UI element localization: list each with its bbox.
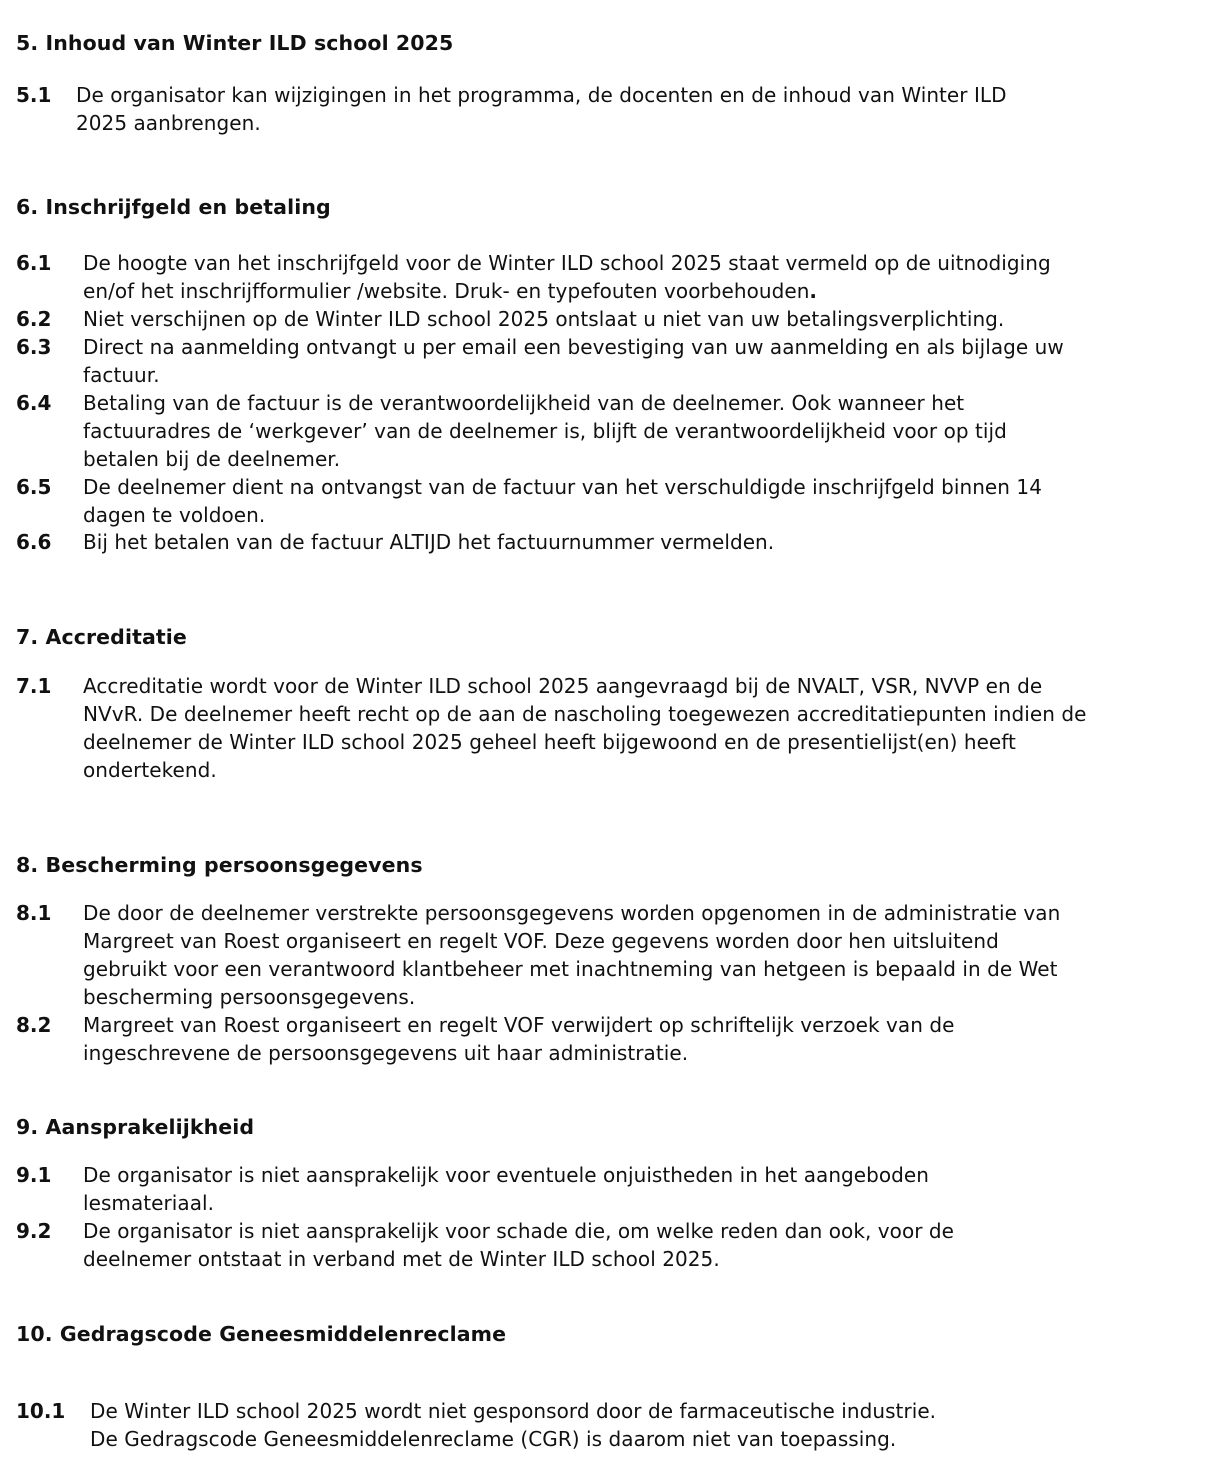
- clause-number: 10.1: [16, 1399, 66, 1423]
- clause-text: [76, 81, 1196, 137]
- clause-line: dagen te voldoen.: [83, 503, 266, 527]
- clause-line: De Gedragscode Geneesmiddelenreclame (CGR) is daarom niet van toepassing.: [90, 1427, 897, 1451]
- clause-line: lesmateriaal.: [83, 1191, 215, 1215]
- clause-line: bescherming persoonsgegevens.: [83, 985, 416, 1009]
- clause-number: 5.1: [16, 83, 52, 107]
- clause-text: [83, 1161, 1196, 1217]
- clause-line: De deelnemer dient na ontvangst van de factuur van het verschuldigde inschrijfgeld binnen 14: [83, 475, 1042, 499]
- clause-line: De organisator is niet aansprakelijk voor schade die, om welke reden dan ook, voor de: [83, 1219, 955, 1243]
- clause-number: 9.1: [16, 1163, 52, 1187]
- trailing-period: .: [809, 279, 818, 303]
- clause-number: 6.2: [16, 307, 52, 331]
- clause-line: 2025 aanbrengen.: [76, 111, 261, 135]
- clause-line: factuur.: [83, 363, 160, 387]
- clause-9-2: [16, 1217, 1196, 1273]
- clause-number: 6.6: [16, 530, 52, 554]
- clause-text: [83, 899, 1196, 1011]
- clause-5-1: [16, 81, 1196, 137]
- clause-line: [83, 277, 1196, 305]
- clause-number: 6.1: [16, 251, 52, 275]
- section-heading-9: 9. Aansprakelijkheid: [16, 1115, 255, 1139]
- clause-line: deelnemer de Winter ILD school 2025 geheel heeft bijgewoond en de presentielijst(en) heeft: [83, 730, 1016, 754]
- clause-line-text: en/of het inschrijfformulier /website. Druk- en typefouten voorbehouden: [83, 279, 810, 303]
- clause-number: 6.5: [16, 475, 52, 499]
- clause-line: De door de deelnemer verstrekte persoonsgegevens worden opgenomen in de administratie van: [83, 901, 1061, 925]
- clause-line: betalen bij de deelnemer.: [83, 447, 341, 471]
- clause-line: ondertekend.: [83, 758, 217, 782]
- clause-line: Margreet van Roest organiseert en regelt VOF verwijdert op schriftelijk verzoek van de: [83, 1013, 955, 1037]
- section-heading-5: 5. Inhoud van Winter ILD school 2025: [16, 31, 454, 55]
- clause-7-1: [16, 672, 1196, 784]
- clause-line: Niet verschijnen op de Winter ILD school 2025 ontslaat u niet van uw betalingsverplichting.: [83, 307, 1005, 331]
- clause-line: deelnemer ontstaat in verband met de Winter ILD school 2025.: [83, 1247, 720, 1271]
- clause-number: 8.1: [16, 901, 52, 925]
- clause-6-4: [16, 389, 1196, 473]
- clause-text: [83, 389, 1196, 473]
- clause-line: De organisator is niet aansprakelijk voor eventuele onjuistheden in het aangeboden: [83, 1163, 930, 1187]
- clause-line: NVvR. De deelnemer heeft recht op de aan de nascholing toegewezen accreditatiepunten indien de: [83, 702, 1087, 726]
- clause-line: gebruikt voor een verantwoord klantbeheer met inachtneming van hetgeen is bepaald in de Wet: [83, 957, 1058, 981]
- clause-9-1: [16, 1161, 1196, 1217]
- clause-line: De hoogte van het inschrijfgeld voor de Winter ILD school 2025 staat vermeld op de uitnodiging: [83, 251, 1051, 275]
- clause-6-1: [16, 249, 1196, 305]
- clause-6-3: [16, 333, 1196, 389]
- clause-line: De Winter ILD school 2025 wordt niet gesponsord door de farmaceutische industrie.: [90, 1399, 937, 1423]
- section-heading-8: 8. Bescherming persoonsgegevens: [16, 853, 423, 877]
- clause-text: [83, 672, 1196, 784]
- clause-line: Betaling van de factuur is de verantwoordelijkheid van de deelnemer. Ook wanneer het: [83, 391, 965, 415]
- clause-8-2: [16, 1011, 1196, 1067]
- clause-number: 9.2: [16, 1219, 52, 1243]
- clause-text: [83, 249, 1196, 305]
- clause-line: Direct na aanmelding ontvangt u per email een bevestiging van uw aanmelding en als bijlage uw: [83, 335, 1064, 359]
- clause-8-1: [16, 899, 1196, 1011]
- clause-text: [90, 1397, 1196, 1453]
- clause-line: Accreditatie wordt voor de Winter ILD school 2025 aangevraagd bij de NVALT, VSR, NVVP en de: [83, 674, 1043, 698]
- section-heading-10: 10. Gedragscode Geneesmiddelenreclame: [16, 1322, 507, 1346]
- section-heading-7: 7. Accreditatie: [16, 625, 187, 649]
- clause-text: [83, 528, 1196, 556]
- clause-number: 6.3: [16, 335, 52, 359]
- clause-text: [83, 1011, 1196, 1067]
- clause-6-6: [16, 528, 1196, 556]
- clause-text: [83, 1217, 1196, 1273]
- clause-line: factuuradres de ‘werkgever’ van de deelnemer is, blijft de verantwoordelijkheid voor op tijd: [83, 419, 1007, 443]
- clause-6-5: [16, 473, 1196, 529]
- clause-10-1: [16, 1397, 1196, 1453]
- clause-line: De organisator kan wijzigingen in het programma, de docenten en de inhoud van Winter ILD: [76, 83, 1007, 107]
- clause-6-2: [16, 305, 1196, 333]
- clause-line: Bij het betalen van de factuur ALTIJD het factuurnummer vermelden.: [83, 530, 775, 554]
- clause-number: 8.2: [16, 1013, 52, 1037]
- clause-text: [83, 333, 1196, 389]
- clause-text: [83, 473, 1196, 529]
- clause-line: ingeschrevene de persoonsgegevens uit haar administratie.: [83, 1041, 689, 1065]
- clause-number: 6.4: [16, 391, 52, 415]
- clause-number: 7.1: [16, 674, 52, 698]
- clause-text: [83, 305, 1196, 333]
- clause-line: Margreet van Roest organiseert en regelt VOF. Deze gegevens worden door hen uitsluitend: [83, 929, 999, 953]
- section-heading-6: 6. Inschrijfgeld en betaling: [16, 195, 331, 219]
